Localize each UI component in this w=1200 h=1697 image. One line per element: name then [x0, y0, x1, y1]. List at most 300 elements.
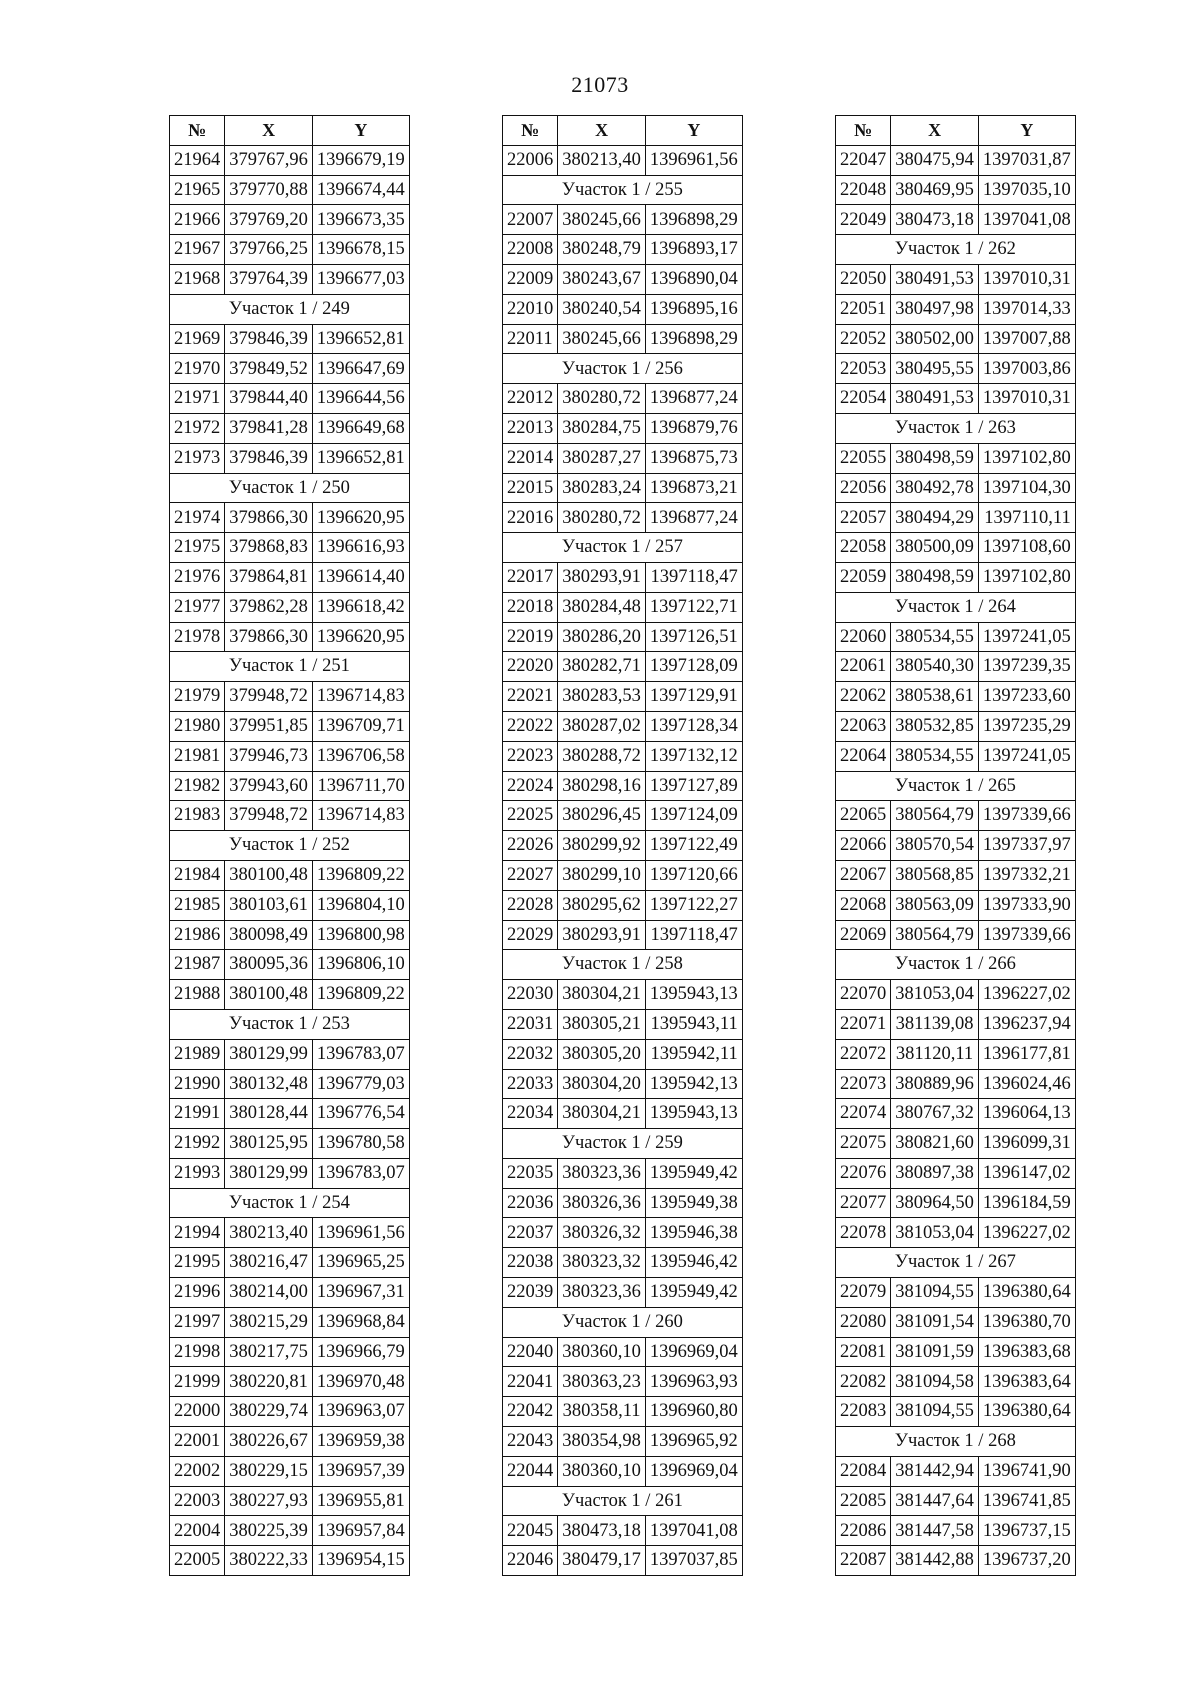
table-row [836, 264, 1076, 294]
y-coordinate-cell: 1397128,34 [645, 711, 742, 741]
coordinate-table-3 [835, 115, 1076, 1576]
x-coordinate-cell: 380491,53 [891, 384, 979, 414]
page-number: 21073 [571, 72, 629, 97]
section-row [836, 1427, 1076, 1457]
x-coordinate-cell: 379943,60 [225, 771, 313, 801]
section-label: Участок 1 / 262 [836, 235, 1076, 265]
point-number-cell: 22083 [836, 1397, 891, 1427]
y-coordinate-cell: 1397010,31 [978, 264, 1075, 294]
header-number: № [170, 116, 225, 146]
y-coordinate-cell: 1396649,68 [312, 413, 409, 443]
section-label: Участок 1 / 257 [503, 533, 743, 563]
x-coordinate-cell: 381139,08 [891, 1009, 979, 1039]
y-coordinate-cell: 1396616,93 [312, 533, 409, 563]
y-coordinate-cell: 1395949,38 [645, 1188, 742, 1218]
table-row [836, 1486, 1076, 1516]
y-coordinate-cell: 1395943,13 [645, 1099, 742, 1129]
point-number-cell: 21979 [170, 682, 225, 712]
table-row [503, 771, 743, 801]
table-row [836, 1069, 1076, 1099]
table-row [503, 1188, 743, 1218]
x-coordinate-cell: 380323,36 [558, 1278, 646, 1308]
x-coordinate-cell: 380304,20 [558, 1069, 646, 1099]
header-x: X [225, 116, 313, 146]
x-coordinate-cell: 380538,61 [891, 682, 979, 712]
table-row [503, 860, 743, 890]
x-coordinate-cell: 380129,99 [225, 1039, 313, 1069]
x-coordinate-cell: 380245,66 [558, 324, 646, 354]
y-coordinate-cell: 1397104,30 [978, 473, 1075, 503]
point-number-cell: 22027 [503, 860, 558, 890]
y-coordinate-cell: 1396968,84 [312, 1307, 409, 1337]
point-number-cell: 21983 [170, 801, 225, 831]
section-label: Участок 1 / 260 [503, 1307, 743, 1337]
y-coordinate-cell: 1397233,60 [978, 682, 1075, 712]
table-row [503, 235, 743, 265]
header-y: Y [312, 116, 409, 146]
table-row [170, 1307, 410, 1337]
section-row [836, 413, 1076, 443]
x-coordinate-cell: 380229,15 [225, 1456, 313, 1486]
table-row [170, 145, 410, 175]
point-number-cell: 21995 [170, 1248, 225, 1278]
table-header-row [836, 116, 1076, 146]
table-row [170, 1278, 410, 1308]
y-coordinate-cell: 1397339,66 [978, 801, 1075, 831]
table-row [170, 205, 410, 235]
x-coordinate-cell: 380491,53 [891, 264, 979, 294]
table-row [503, 801, 743, 831]
section-row [836, 592, 1076, 622]
x-coordinate-cell: 379766,25 [225, 235, 313, 265]
x-coordinate-cell: 380098,49 [225, 920, 313, 950]
x-coordinate-cell: 380304,21 [558, 980, 646, 1010]
x-coordinate-cell: 380217,75 [225, 1337, 313, 1367]
y-coordinate-cell: 1395949,42 [645, 1278, 742, 1308]
y-coordinate-cell: 1396177,81 [978, 1039, 1075, 1069]
x-coordinate-cell: 380360,10 [558, 1456, 646, 1486]
x-coordinate-cell: 380564,79 [891, 801, 979, 831]
table-row [170, 1069, 410, 1099]
table-row [170, 1218, 410, 1248]
point-number-cell: 21972 [170, 413, 225, 443]
table-row [836, 1278, 1076, 1308]
point-number-cell: 22040 [503, 1337, 558, 1367]
point-number-cell: 22087 [836, 1546, 891, 1576]
x-coordinate-cell: 380283,53 [558, 682, 646, 712]
x-coordinate-cell: 380498,59 [891, 443, 979, 473]
section-label: Участок 1 / 254 [170, 1188, 410, 1218]
table-row [836, 980, 1076, 1010]
x-coordinate-cell: 379770,88 [225, 175, 313, 205]
x-coordinate-cell: 380240,54 [558, 294, 646, 324]
table-row [503, 264, 743, 294]
table-row [170, 950, 410, 980]
table-row [503, 920, 743, 950]
point-number-cell: 22023 [503, 741, 558, 771]
point-number-cell: 22002 [170, 1456, 225, 1486]
table-row [503, 413, 743, 443]
table-row [503, 1069, 743, 1099]
table-row [836, 1456, 1076, 1486]
section-label: Участок 1 / 261 [503, 1486, 743, 1516]
table-header-row [170, 116, 410, 146]
point-number-cell: 22061 [836, 652, 891, 682]
point-number-cell: 22039 [503, 1278, 558, 1308]
y-coordinate-cell: 1396959,38 [312, 1427, 409, 1457]
y-coordinate-cell: 1396064,13 [978, 1099, 1075, 1129]
point-number-cell: 22051 [836, 294, 891, 324]
point-number-cell: 22018 [503, 592, 558, 622]
table-row [170, 980, 410, 1010]
y-coordinate-cell: 1396776,54 [312, 1099, 409, 1129]
y-coordinate-cell: 1396673,35 [312, 205, 409, 235]
point-number-cell: 22007 [503, 205, 558, 235]
point-number-cell: 22015 [503, 473, 558, 503]
x-coordinate-cell: 379767,96 [225, 145, 313, 175]
x-coordinate-cell: 380494,29 [891, 503, 979, 533]
table-row [836, 1129, 1076, 1159]
table-row [836, 652, 1076, 682]
y-coordinate-cell: 1397120,66 [645, 860, 742, 890]
point-number-cell: 21997 [170, 1307, 225, 1337]
x-coordinate-cell: 380132,48 [225, 1069, 313, 1099]
point-number-cell: 22066 [836, 831, 891, 861]
section-row [836, 1248, 1076, 1278]
point-number-cell: 22044 [503, 1456, 558, 1486]
point-number-cell: 21996 [170, 1278, 225, 1308]
point-number-cell: 22046 [503, 1546, 558, 1576]
x-coordinate-cell: 380215,29 [225, 1307, 313, 1337]
x-coordinate-cell: 380767,32 [891, 1099, 979, 1129]
table-row [170, 1039, 410, 1069]
y-coordinate-cell: 1395949,42 [645, 1158, 742, 1188]
point-number-cell: 22022 [503, 711, 558, 741]
table-row [503, 1158, 743, 1188]
table-row [836, 384, 1076, 414]
point-number-cell: 22041 [503, 1367, 558, 1397]
y-coordinate-cell: 1395942,11 [645, 1039, 742, 1069]
x-coordinate-cell: 380363,23 [558, 1367, 646, 1397]
y-coordinate-cell: 1397122,27 [645, 890, 742, 920]
point-number-cell: 21982 [170, 771, 225, 801]
y-coordinate-cell: 1396898,29 [645, 324, 742, 354]
y-coordinate-cell: 1396890,04 [645, 264, 742, 294]
point-number-cell: 21986 [170, 920, 225, 950]
x-coordinate-cell: 380570,54 [891, 831, 979, 861]
y-coordinate-cell: 1396674,44 [312, 175, 409, 205]
y-coordinate-cell: 1396877,24 [645, 503, 742, 533]
y-coordinate-cell: 1397007,88 [978, 324, 1075, 354]
y-coordinate-cell: 1396877,24 [645, 384, 742, 414]
x-coordinate-cell: 380532,85 [891, 711, 979, 741]
table-row [170, 562, 410, 592]
table-row [170, 622, 410, 652]
y-coordinate-cell: 1396383,64 [978, 1367, 1075, 1397]
y-coordinate-cell: 1397118,47 [645, 920, 742, 950]
y-coordinate-cell: 1397110,11 [978, 503, 1075, 533]
header-y: Y [645, 116, 742, 146]
table-row [836, 622, 1076, 652]
y-coordinate-cell: 1396099,31 [978, 1129, 1075, 1159]
x-coordinate-cell: 380358,11 [558, 1397, 646, 1427]
x-coordinate-cell: 380540,30 [891, 652, 979, 682]
point-number-cell: 22019 [503, 622, 558, 652]
table-row [503, 711, 743, 741]
point-number-cell: 21981 [170, 741, 225, 771]
y-coordinate-cell: 1396714,83 [312, 682, 409, 712]
table-row [170, 860, 410, 890]
x-coordinate-cell: 380100,48 [225, 860, 313, 890]
table-row [836, 1337, 1076, 1367]
table-row [503, 473, 743, 503]
table-row [836, 801, 1076, 831]
y-coordinate-cell: 1395943,11 [645, 1009, 742, 1039]
header-number: № [836, 116, 891, 146]
table-row [170, 1099, 410, 1129]
point-number-cell: 21973 [170, 443, 225, 473]
y-coordinate-cell: 1396380,70 [978, 1307, 1075, 1337]
point-number-cell: 21989 [170, 1039, 225, 1069]
x-coordinate-cell: 379864,81 [225, 562, 313, 592]
point-number-cell: 22031 [503, 1009, 558, 1039]
y-coordinate-cell: 1396706,58 [312, 741, 409, 771]
y-coordinate-cell: 1396957,39 [312, 1456, 409, 1486]
table-row [836, 920, 1076, 950]
point-number-cell: 21993 [170, 1158, 225, 1188]
y-coordinate-cell: 1397037,85 [645, 1546, 742, 1576]
section-row [503, 533, 743, 563]
table-row [503, 592, 743, 622]
point-number-cell: 21967 [170, 235, 225, 265]
table-row [503, 741, 743, 771]
y-coordinate-cell: 1396677,03 [312, 264, 409, 294]
point-number-cell: 22050 [836, 264, 891, 294]
y-coordinate-cell: 1396961,56 [312, 1218, 409, 1248]
table-row [503, 384, 743, 414]
table-row [170, 711, 410, 741]
y-coordinate-cell: 1396711,70 [312, 771, 409, 801]
table-row [836, 831, 1076, 861]
x-coordinate-cell: 380568,85 [891, 860, 979, 890]
x-coordinate-cell: 380498,59 [891, 562, 979, 592]
point-number-cell: 21970 [170, 354, 225, 384]
table-row [836, 443, 1076, 473]
x-coordinate-cell: 380564,79 [891, 920, 979, 950]
y-coordinate-cell: 1397118,47 [645, 562, 742, 592]
table-row [170, 1427, 410, 1457]
y-coordinate-cell: 1396783,07 [312, 1039, 409, 1069]
y-coordinate-cell: 1397235,29 [978, 711, 1075, 741]
x-coordinate-cell: 380304,21 [558, 1099, 646, 1129]
x-coordinate-cell: 381442,88 [891, 1546, 979, 1576]
x-coordinate-cell: 380227,93 [225, 1486, 313, 1516]
table-row [170, 1248, 410, 1278]
x-coordinate-cell: 380245,66 [558, 205, 646, 235]
table-row [170, 890, 410, 920]
table-row [836, 1546, 1076, 1576]
table-row [170, 503, 410, 533]
table-row [836, 711, 1076, 741]
x-coordinate-cell: 379849,52 [225, 354, 313, 384]
y-coordinate-cell: 1397241,05 [978, 622, 1075, 652]
point-number-cell: 22014 [503, 443, 558, 473]
section-label: Участок 1 / 259 [503, 1129, 743, 1159]
y-coordinate-cell: 1396966,79 [312, 1337, 409, 1367]
section-label: Участок 1 / 249 [170, 294, 410, 324]
y-coordinate-cell: 1396800,98 [312, 920, 409, 950]
point-number-cell: 22070 [836, 980, 891, 1010]
x-coordinate-cell: 380469,95 [891, 175, 979, 205]
table-row [170, 771, 410, 801]
section-label: Участок 1 / 266 [836, 950, 1076, 980]
section-label: Участок 1 / 263 [836, 413, 1076, 443]
section-row [503, 950, 743, 980]
x-coordinate-cell: 380284,75 [558, 413, 646, 443]
y-coordinate-cell: 1396873,21 [645, 473, 742, 503]
point-number-cell: 22035 [503, 1158, 558, 1188]
x-coordinate-cell: 379868,83 [225, 533, 313, 563]
y-coordinate-cell: 1396779,03 [312, 1069, 409, 1099]
y-coordinate-cell: 1396965,25 [312, 1248, 409, 1278]
x-coordinate-cell: 380563,09 [891, 890, 979, 920]
point-number-cell: 22017 [503, 562, 558, 592]
y-coordinate-cell: 1396147,02 [978, 1158, 1075, 1188]
point-number-cell: 22004 [170, 1516, 225, 1546]
table-row [503, 145, 743, 175]
point-number-cell: 22084 [836, 1456, 891, 1486]
point-number-cell: 22026 [503, 831, 558, 861]
section-row [170, 831, 410, 861]
y-coordinate-cell: 1396227,02 [978, 1218, 1075, 1248]
y-coordinate-cell: 1396741,90 [978, 1456, 1075, 1486]
x-coordinate-cell: 379764,39 [225, 264, 313, 294]
section-row [170, 652, 410, 682]
table-row [503, 980, 743, 1010]
table-row [836, 473, 1076, 503]
point-number-cell: 21977 [170, 592, 225, 622]
x-coordinate-cell: 380282,71 [558, 652, 646, 682]
point-number-cell: 21964 [170, 145, 225, 175]
point-number-cell: 21971 [170, 384, 225, 414]
x-coordinate-cell: 380216,47 [225, 1248, 313, 1278]
section-row [170, 473, 410, 503]
y-coordinate-cell: 1396879,76 [645, 413, 742, 443]
point-number-cell: 22071 [836, 1009, 891, 1039]
table-row [503, 1009, 743, 1039]
y-coordinate-cell: 1396954,15 [312, 1546, 409, 1576]
header-y: Y [978, 116, 1075, 146]
y-coordinate-cell: 1396614,40 [312, 562, 409, 592]
point-number-cell: 22028 [503, 890, 558, 920]
x-coordinate-cell: 380534,55 [891, 741, 979, 771]
table-row [503, 652, 743, 682]
x-coordinate-cell: 380248,79 [558, 235, 646, 265]
table-row [170, 235, 410, 265]
section-label: Участок 1 / 264 [836, 592, 1076, 622]
y-coordinate-cell: 1397031,87 [978, 145, 1075, 175]
point-number-cell: 22057 [836, 503, 891, 533]
x-coordinate-cell: 380100,48 [225, 980, 313, 1010]
point-number-cell: 22086 [836, 1516, 891, 1546]
table-row [503, 324, 743, 354]
table-row [170, 1337, 410, 1367]
table-row [170, 413, 410, 443]
point-number-cell: 21991 [170, 1099, 225, 1129]
table-row [503, 1456, 743, 1486]
x-coordinate-cell: 380323,32 [558, 1248, 646, 1278]
x-coordinate-cell: 381094,55 [891, 1397, 979, 1427]
y-coordinate-cell: 1396955,81 [312, 1486, 409, 1516]
table-row [503, 890, 743, 920]
table-row [170, 324, 410, 354]
table-row [836, 1039, 1076, 1069]
coordinate-table-2 [502, 115, 743, 1576]
point-number-cell: 21974 [170, 503, 225, 533]
table-row [836, 205, 1076, 235]
table-row [170, 1367, 410, 1397]
table-row [170, 592, 410, 622]
table-row [170, 1516, 410, 1546]
table-row [170, 1546, 410, 1576]
table-row [170, 443, 410, 473]
table-row [503, 1546, 743, 1576]
table-row [503, 1099, 743, 1129]
point-number-cell: 22047 [836, 145, 891, 175]
y-coordinate-cell: 1396809,22 [312, 860, 409, 890]
y-coordinate-cell: 1396741,85 [978, 1486, 1075, 1516]
point-number-cell: 22065 [836, 801, 891, 831]
y-coordinate-cell: 1396783,07 [312, 1158, 409, 1188]
point-number-cell: 21976 [170, 562, 225, 592]
y-coordinate-cell: 1397014,33 [978, 294, 1075, 324]
x-coordinate-cell: 379866,30 [225, 622, 313, 652]
y-coordinate-cell: 1396970,48 [312, 1367, 409, 1397]
x-coordinate-cell: 380305,21 [558, 1009, 646, 1039]
table-row [170, 175, 410, 205]
x-coordinate-cell: 380293,91 [558, 920, 646, 950]
x-coordinate-cell: 379951,85 [225, 711, 313, 741]
point-number-cell: 22010 [503, 294, 558, 324]
table-row [836, 294, 1076, 324]
point-number-cell: 22067 [836, 860, 891, 890]
x-coordinate-cell: 381091,54 [891, 1307, 979, 1337]
table-row [836, 175, 1076, 205]
table-row [836, 533, 1076, 563]
y-coordinate-cell: 1396969,04 [645, 1337, 742, 1367]
y-coordinate-cell: 1396965,92 [645, 1427, 742, 1457]
section-label: Участок 1 / 258 [503, 950, 743, 980]
y-coordinate-cell: 1396380,64 [978, 1397, 1075, 1427]
point-number-cell: 22059 [836, 562, 891, 592]
point-number-cell: 22011 [503, 324, 558, 354]
y-coordinate-cell: 1397124,09 [645, 801, 742, 831]
y-coordinate-cell: 1397332,21 [978, 860, 1075, 890]
x-coordinate-cell: 380821,60 [891, 1129, 979, 1159]
x-coordinate-cell: 380298,16 [558, 771, 646, 801]
table-row [503, 1248, 743, 1278]
y-coordinate-cell: 1396960,80 [645, 1397, 742, 1427]
point-number-cell: 22079 [836, 1278, 891, 1308]
y-coordinate-cell: 1397122,49 [645, 831, 742, 861]
x-coordinate-cell: 380103,61 [225, 890, 313, 920]
y-coordinate-cell: 1396893,17 [645, 235, 742, 265]
y-coordinate-cell: 1396714,83 [312, 801, 409, 831]
x-coordinate-cell: 380479,17 [558, 1546, 646, 1576]
y-coordinate-cell: 1396709,71 [312, 711, 409, 741]
y-coordinate-cell: 1396875,73 [645, 443, 742, 473]
y-coordinate-cell: 1397333,90 [978, 890, 1075, 920]
